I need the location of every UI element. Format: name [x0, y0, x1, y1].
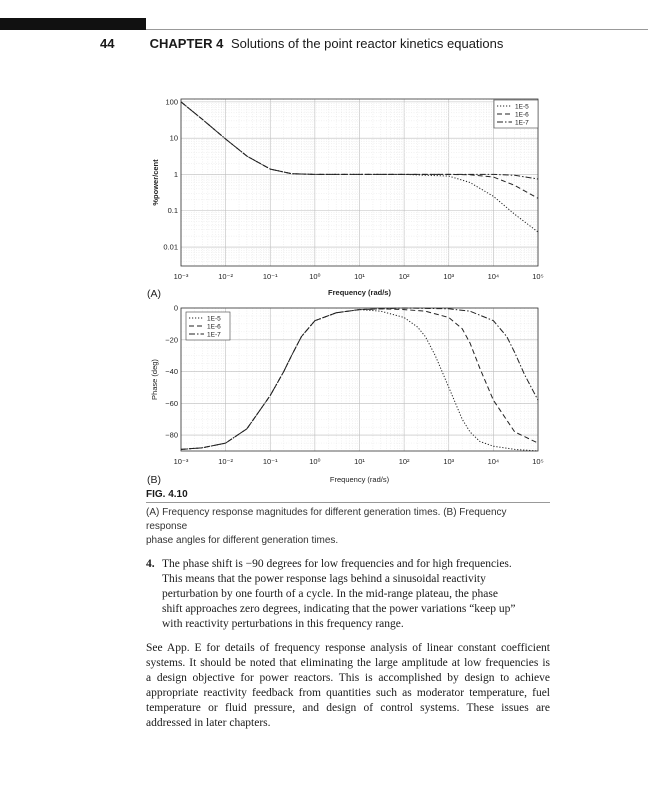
legend-label: 1E-7: [515, 119, 529, 127]
legend-label: 1E-6: [207, 323, 221, 331]
figure-rule: [146, 502, 550, 503]
x-tick-label: 10⁻²: [218, 457, 234, 466]
chapter-label: CHAPTER 4: [149, 36, 224, 51]
paragraph-line: See App. E for details of frequency response analysis of linear constant coefficient: [146, 642, 550, 654]
y-tick-label: 0: [173, 303, 178, 313]
x-tick-label: 10⁻³: [173, 272, 189, 281]
x-tick-label: 10²: [398, 457, 410, 466]
y-axis-label: %power/cent: [151, 159, 160, 206]
x-tick-label: 10¹: [354, 457, 365, 466]
numbered-item: [146, 557, 550, 632]
chart-magnitude: [0, 90, 648, 300]
x-tick-label: 10³: [443, 457, 455, 466]
running-header: [100, 36, 503, 51]
paragraph-line: appropriate reactivity feedback from quantities such as moderator temperature, fuel: [146, 687, 550, 699]
legend: [494, 100, 538, 128]
header-rule: [146, 29, 648, 30]
x-tick-label: 10⁻¹: [262, 272, 278, 281]
plot-area-A: [163, 97, 543, 281]
x-tick-label: 10⁻³: [173, 457, 189, 466]
x-tick-label: 10⁴: [487, 457, 500, 466]
legend-label: 1E-5: [515, 103, 529, 111]
y-tick-label: 0.1: [167, 206, 178, 216]
y-tick-label: −60: [165, 398, 178, 408]
item-line: shift approaches zero degrees, indicating that the power variations “keep up”: [162, 603, 516, 615]
legend-label: 1E-6: [515, 111, 529, 119]
item-line: This means that the power response lags behind a sinusoidal reactivity: [162, 573, 486, 585]
x-tick-label: 10⁰: [309, 457, 321, 466]
paragraph-line: temperature or fluid pressure, and design of control systems. These issues are: [146, 702, 550, 714]
paragraph-line: addressed in later chapters.: [146, 717, 271, 729]
x-axis-label: Frequency (rad/s): [329, 475, 390, 484]
x-tick-label: 10³: [443, 272, 455, 281]
y-tick-label: −20: [165, 335, 178, 345]
header-bar: [0, 18, 146, 30]
x-tick-label: 10¹: [354, 272, 365, 281]
body-paragraph: [146, 641, 550, 731]
page-number: 44: [100, 36, 115, 51]
y-tick-label: 0.01: [163, 242, 178, 252]
legend-label: 1E-7: [207, 331, 221, 339]
x-tick-label: 10⁵: [532, 457, 544, 466]
y-tick-label: −80: [165, 430, 178, 440]
panel-label: (A): [147, 288, 161, 300]
item-line: with reactivity perturbations in this frequency range.: [162, 618, 404, 630]
x-tick-label: 10²: [398, 272, 410, 281]
y-tick-label: 1: [173, 169, 178, 179]
y-tick-label: 10: [169, 133, 178, 143]
figure-caption: [146, 506, 550, 548]
y-tick-label: 100: [165, 97, 178, 107]
chapter-title: Solutions of the point reactor kinetics equations: [230, 36, 504, 51]
item-line: perturbation by one fourth of a cycle. In the mid-range plateau, the phase: [162, 588, 498, 600]
x-axis-label: Frequency (rad/s): [328, 288, 391, 297]
y-axis-label: Phase (deg): [150, 359, 159, 400]
item-number: 4.: [146, 558, 155, 570]
x-tick-label: 10⁴: [487, 272, 500, 281]
item-line: The phase shift is −90 degrees for low frequencies and for high frequencies.: [162, 558, 512, 570]
chart-phase: [0, 300, 648, 485]
caption-line: (A) Frequency response magnitudes for different generation times. (B) Frequency response: [146, 507, 507, 532]
plot-area-B: [165, 304, 543, 467]
panel-label: (B): [147, 474, 161, 486]
legend-label: 1E-5: [207, 315, 221, 323]
y-tick-label: −40: [165, 367, 178, 377]
x-tick-label: 10⁻²: [218, 272, 234, 281]
paragraph-line: a design objective for power reactors. This is accomplished by design to achieve: [146, 672, 550, 684]
x-tick-label: 10⁵: [532, 272, 544, 281]
x-tick-label: 10⁰: [309, 272, 321, 281]
figure-label: FIG. 4.10: [146, 489, 188, 500]
caption-line: phase angles for different generation times.: [146, 535, 339, 546]
x-tick-label: 10⁻¹: [262, 457, 278, 466]
legend: [186, 312, 230, 340]
paragraph-line: systems. It should be noted that eliminating the large amplitude at low frequencies is: [146, 657, 550, 669]
